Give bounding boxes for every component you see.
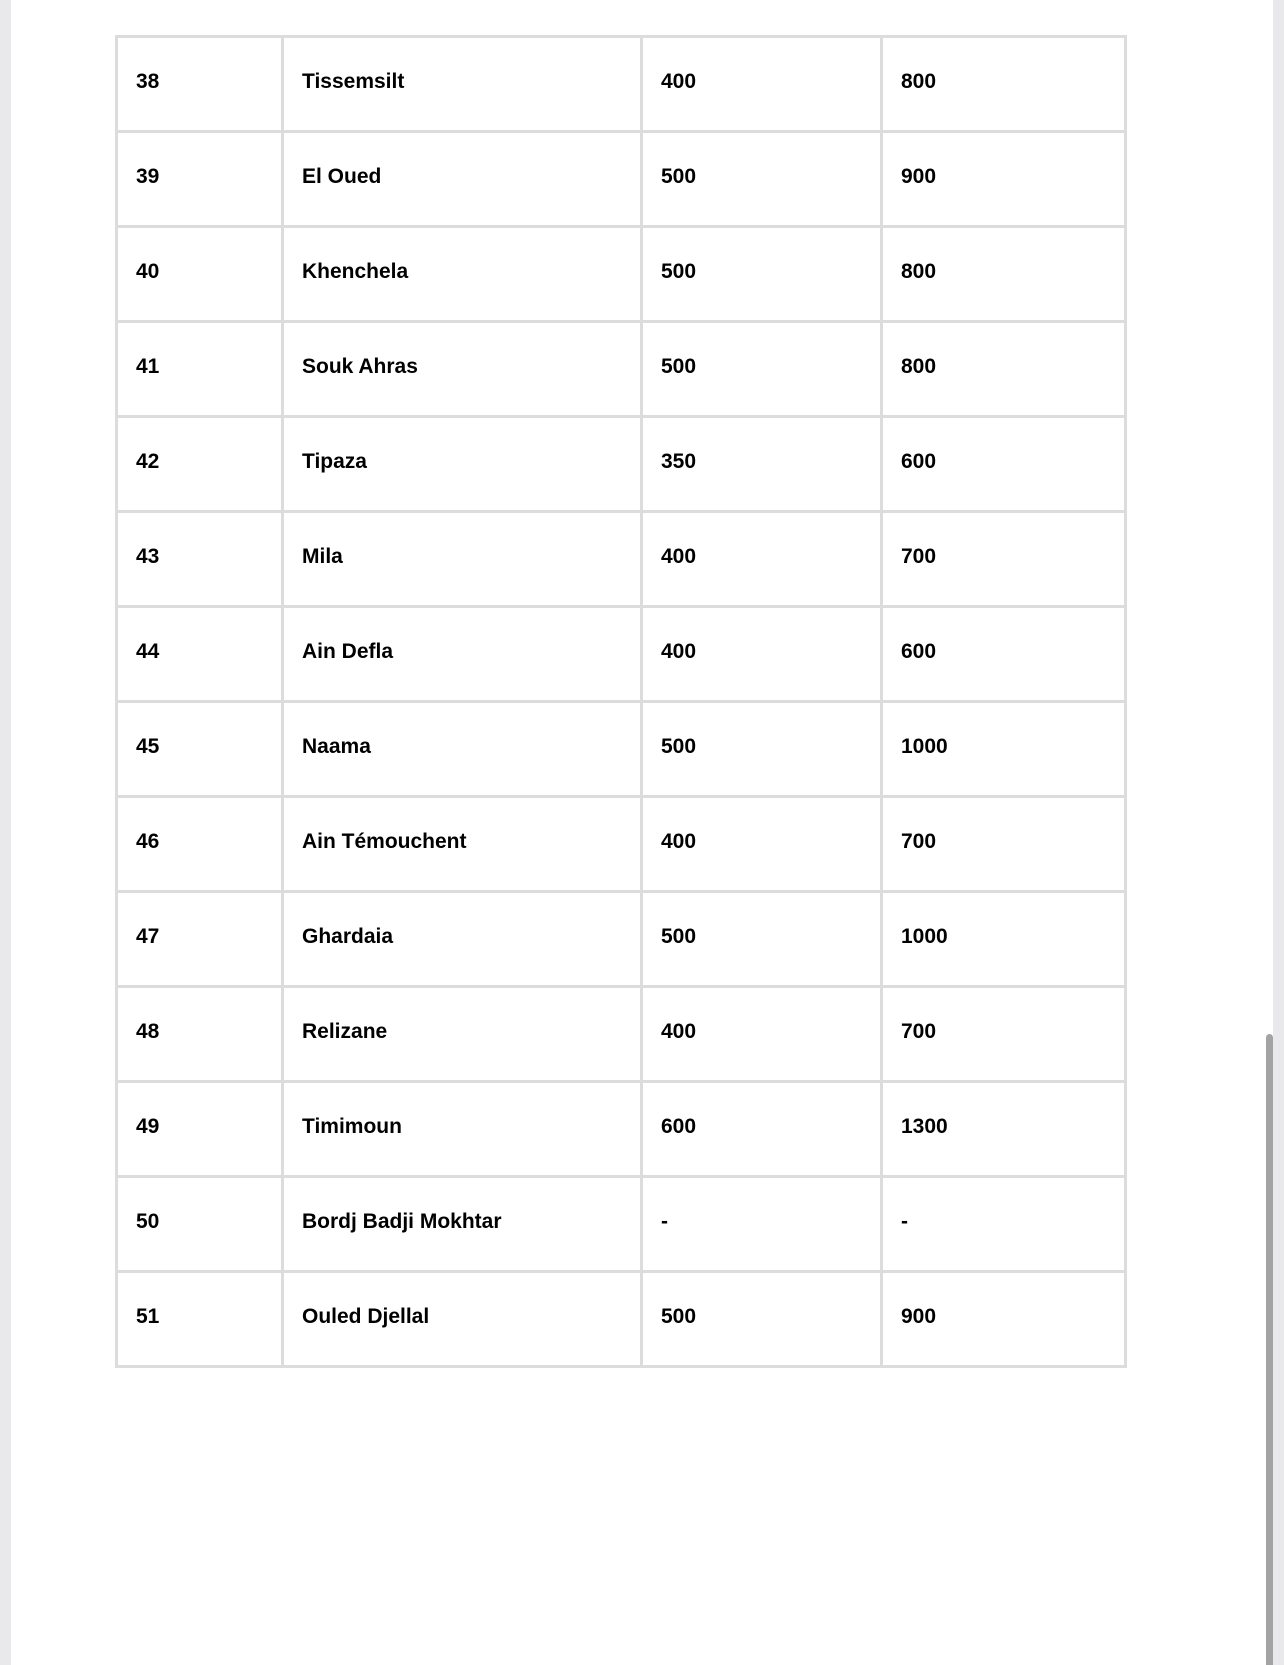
wilaya-name-cell: Tissemsilt — [283, 37, 642, 132]
wilaya-number-cell: 41 — [117, 322, 283, 417]
price-col4-cell: 800 — [882, 322, 1126, 417]
wilaya-name-cell: El Oued — [283, 132, 642, 227]
table-row — [117, 132, 1126, 227]
price-col4-cell: 900 — [882, 1272, 1126, 1367]
wilaya-name-cell: Ghardaia — [283, 892, 642, 987]
wilaya-name-cell: Ain Defla — [283, 607, 642, 702]
table-row — [117, 37, 1126, 132]
wilaya-number-cell: 43 — [117, 512, 283, 607]
wilaya-name-cell: Souk Ahras — [283, 322, 642, 417]
wilaya-name-cell: Relizane — [283, 987, 642, 1082]
table-body — [117, 37, 1126, 1367]
price-table — [115, 35, 1127, 1368]
price-col3-cell: - — [642, 1177, 882, 1272]
wilaya-name-cell: Ain Témouchent — [283, 797, 642, 892]
price-col3-cell: 400 — [642, 37, 882, 132]
table-row — [117, 607, 1126, 702]
price-col4-cell: - — [882, 1177, 1126, 1272]
price-col4-cell: 700 — [882, 987, 1126, 1082]
document-page — [11, 0, 1273, 1665]
wilaya-number-cell: 50 — [117, 1177, 283, 1272]
price-col3-cell: 400 — [642, 607, 882, 702]
wilaya-number-cell: 46 — [117, 797, 283, 892]
table-row — [117, 1272, 1126, 1367]
table-row — [117, 1082, 1126, 1177]
price-col3-cell: 400 — [642, 797, 882, 892]
price-col3-cell: 500 — [642, 892, 882, 987]
wilaya-number-cell: 49 — [117, 1082, 283, 1177]
price-col3-cell: 400 — [642, 512, 882, 607]
wilaya-name-cell: Timimoun — [283, 1082, 642, 1177]
table-row — [117, 322, 1126, 417]
wilaya-name-cell: Tipaza — [283, 417, 642, 512]
wilaya-name-cell: Mila — [283, 512, 642, 607]
price-col3-cell: 350 — [642, 417, 882, 512]
wilaya-number-cell: 40 — [117, 227, 283, 322]
wilaya-name-cell: Bordj Badji Mokhtar — [283, 1177, 642, 1272]
price-col4-cell: 600 — [882, 417, 1126, 512]
table-row — [117, 797, 1126, 892]
table-row — [117, 512, 1126, 607]
price-col4-cell: 800 — [882, 227, 1126, 322]
price-col4-cell: 600 — [882, 607, 1126, 702]
price-col3-cell: 600 — [642, 1082, 882, 1177]
table-row — [117, 227, 1126, 322]
wilaya-name-cell: Ouled Djellal — [283, 1272, 642, 1367]
price-col4-cell: 1000 — [882, 702, 1126, 797]
price-col4-cell: 1000 — [882, 892, 1126, 987]
wilaya-number-cell: 42 — [117, 417, 283, 512]
wilaya-number-cell: 48 — [117, 987, 283, 1082]
table-row — [117, 892, 1126, 987]
table-row — [117, 702, 1126, 797]
wilaya-number-cell: 47 — [117, 892, 283, 987]
wilaya-number-cell: 44 — [117, 607, 283, 702]
price-col3-cell: 500 — [642, 702, 882, 797]
wilaya-number-cell: 39 — [117, 132, 283, 227]
vertical-scrollbar-thumb[interactable] — [1266, 1034, 1273, 1665]
price-col4-cell: 700 — [882, 797, 1126, 892]
price-col3-cell: 500 — [642, 132, 882, 227]
wilaya-number-cell: 51 — [117, 1272, 283, 1367]
price-col3-cell: 500 — [642, 322, 882, 417]
price-col4-cell: 800 — [882, 37, 1126, 132]
price-col4-cell: 900 — [882, 132, 1126, 227]
price-col3-cell: 500 — [642, 1272, 882, 1367]
price-col3-cell: 500 — [642, 227, 882, 322]
price-col3-cell: 400 — [642, 987, 882, 1082]
wilaya-name-cell: Naama — [283, 702, 642, 797]
wilaya-name-cell: Khenchela — [283, 227, 642, 322]
table-row — [117, 987, 1126, 1082]
price-col4-cell: 700 — [882, 512, 1126, 607]
wilaya-number-cell: 45 — [117, 702, 283, 797]
price-col4-cell: 1300 — [882, 1082, 1126, 1177]
table-row — [117, 1177, 1126, 1272]
wilaya-number-cell: 38 — [117, 37, 283, 132]
table-row — [117, 417, 1126, 512]
